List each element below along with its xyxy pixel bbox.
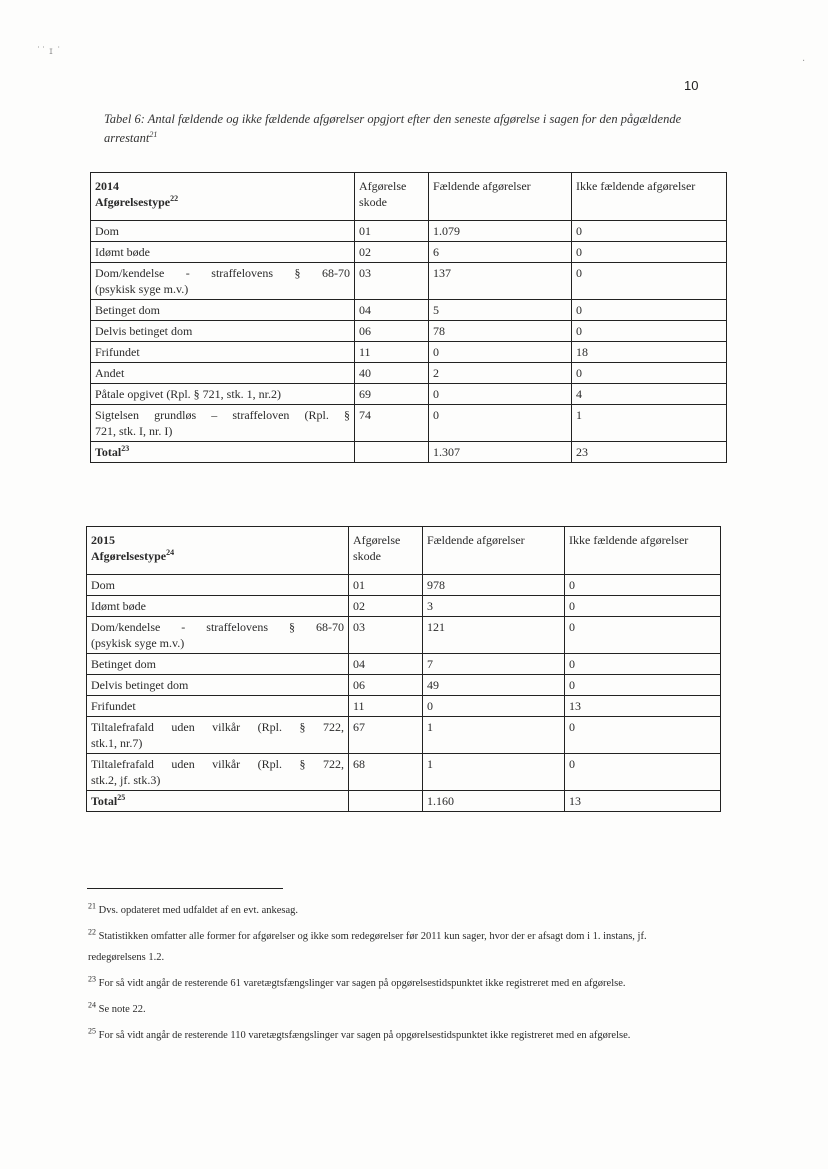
row-type: Idømt bøde [91, 242, 355, 263]
row-faeldende: 978 [423, 575, 565, 596]
table-row [91, 321, 727, 342]
caption-text: Tabel 6: Antal fældende og ikke fældende afgørelser opgjort efter den seneste afgørelse i sagen for den pågældende arrestant [104, 112, 682, 145]
code-header-line1: Afgørelse [359, 179, 407, 193]
header-ikke-faeldende: Ikke fældende afgørelser [565, 527, 721, 575]
code-header-line2: skode [359, 195, 387, 209]
table-row [87, 754, 721, 791]
row-faeldende: 6 [429, 242, 572, 263]
row-ikke: 0 [565, 617, 721, 654]
total-footnote-ref: 23 [121, 444, 130, 453]
row-type-line1: Tiltalefrafald uden vilkår (Rpl. § 722, [91, 757, 344, 771]
footnote [88, 900, 694, 921]
header-faeldende: Fældende afgørelser [429, 173, 572, 221]
row-ikke: 0 [565, 596, 721, 617]
row-faeldende: 2 [429, 363, 572, 384]
table-row [91, 384, 727, 405]
row-code: 11 [349, 696, 423, 717]
row-code: 02 [349, 596, 423, 617]
row-ikke: 0 [565, 754, 721, 791]
code-header-line1: Afgørelse [353, 533, 401, 547]
header-faeldende: Fældende afgørelser [423, 527, 565, 575]
table-row [91, 363, 727, 384]
table-row [87, 617, 721, 654]
row-faeldende: 0 [429, 384, 572, 405]
scan-speck-top-right: · [802, 56, 806, 67]
row-code: 04 [355, 300, 429, 321]
table-2014 [90, 172, 727, 463]
code-header-line2: skode [353, 549, 381, 563]
row-faeldende: 0 [423, 696, 565, 717]
row-ikke: 1 [572, 405, 727, 442]
table-year: 2014 [95, 179, 119, 193]
table-caption [104, 110, 714, 148]
row-ikke: 0 [572, 363, 727, 384]
footnote-number: 21 [88, 901, 96, 911]
row-ikke: 0 [572, 263, 727, 300]
row-type-line1: Sigtelsen grundløs – straffeloven (Rpl. § [95, 408, 350, 422]
row-code: 06 [355, 321, 429, 342]
table-row [91, 405, 727, 442]
table-row [87, 654, 721, 675]
row-type: Idømt bøde [87, 596, 349, 617]
table-row [91, 242, 727, 263]
table-row [91, 221, 727, 242]
table-total-row [91, 442, 727, 463]
table-total-row [87, 791, 721, 812]
row-ikke: 0 [565, 654, 721, 675]
row-faeldende: 1 [423, 754, 565, 791]
header-type-cell [91, 173, 355, 221]
table-row [91, 300, 727, 321]
footnote-text: For så vidt angår de resterende 110 varetægtsfængslinger var sagen på opgørelsestidspunktet ikke registreret med en afgørelse. [98, 1030, 631, 1041]
row-type: Delvis betinget dom [91, 321, 355, 342]
table-row [87, 717, 721, 754]
row-type-line2: (psykisk syge m.v.) [95, 282, 189, 296]
row-faeldende: 137 [429, 263, 572, 300]
scan-speck-top-left: ˙˙ ɪ ˙ [36, 46, 62, 57]
total-ikke: 23 [572, 442, 727, 463]
row-code: 03 [349, 617, 423, 654]
table-year: 2015 [91, 533, 115, 547]
footnote-number: 24 [88, 1000, 96, 1010]
row-ikke: 0 [565, 575, 721, 596]
footnote-text: Dvs. opdateret med udfaldet af en evt. ankesag. [98, 905, 299, 916]
footnote-number: 25 [88, 1026, 96, 1036]
row-type: Frifundet [91, 342, 355, 363]
row-code: 67 [349, 717, 423, 754]
header-type-cell [87, 527, 349, 575]
row-type [87, 717, 349, 754]
row-ikke: 0 [572, 221, 727, 242]
row-code: 04 [349, 654, 423, 675]
row-type: Dom [87, 575, 349, 596]
row-code: 11 [355, 342, 429, 363]
table-row [87, 596, 721, 617]
row-type [87, 754, 349, 791]
row-code: 03 [355, 263, 429, 300]
row-type-line1: Dom/kendelse - straffelovens § 68-70 [95, 266, 350, 280]
footnote-text: Statistikken omfatter alle former for afgørelser og ikke som redegørelser før 2011 kun sager, hvor der er afsagt dom i 1. instans, jf. redegørelsens 1.2. [88, 931, 647, 963]
row-ikke: 18 [572, 342, 727, 363]
table-header-row [87, 527, 721, 575]
row-ikke: 0 [565, 675, 721, 696]
row-code: 40 [355, 363, 429, 384]
row-faeldende: 49 [423, 675, 565, 696]
row-ikke: 0 [572, 242, 727, 263]
row-faeldende: 3 [423, 596, 565, 617]
footnote-number: 23 [88, 974, 96, 984]
row-type [91, 405, 355, 442]
row-faeldende: 7 [423, 654, 565, 675]
total-faeldende: 1.307 [429, 442, 572, 463]
table-row [87, 575, 721, 596]
row-ikke: 0 [565, 717, 721, 754]
row-ikke: 13 [565, 696, 721, 717]
table-row [91, 342, 727, 363]
row-type: Dom [91, 221, 355, 242]
total-label: Total$^{25}$ [87, 791, 349, 812]
row-ikke: 4 [572, 384, 727, 405]
row-type-line2: 721, stk. I, nr. I) [95, 424, 173, 438]
row-type: Betinget dom [87, 654, 349, 675]
total-label: Total$^{23}$ [91, 442, 355, 463]
caption-footnote-ref: 21 [149, 129, 158, 139]
row-code: 01 [355, 221, 429, 242]
row-type: Frifundet [87, 696, 349, 717]
row-type: Delvis betinget dom [87, 675, 349, 696]
row-code: 69 [355, 384, 429, 405]
row-ikke: 0 [572, 321, 727, 342]
row-faeldende: 0 [429, 342, 572, 363]
table-row [87, 696, 721, 717]
type-column-label: Afgørelsestype$^{24}$ [91, 548, 175, 563]
type-column-label: Afgørelsestype$^{22}$ [95, 194, 179, 209]
header-code-cell [355, 173, 429, 221]
row-type [87, 617, 349, 654]
footnote-separator [87, 888, 283, 889]
total-footnote-ref: 25 [117, 793, 126, 802]
row-faeldende: 121 [423, 617, 565, 654]
row-type: Andet [91, 363, 355, 384]
table-header-row [91, 173, 727, 221]
total-code-empty [355, 442, 429, 463]
footnote-text: Se note 22. [98, 1004, 146, 1015]
footnote [88, 926, 694, 968]
row-code: 74 [355, 405, 429, 442]
row-type-line1: Dom/kendelse - straffelovens § 68-70 [91, 620, 344, 634]
row-code: 02 [355, 242, 429, 263]
row-code: 06 [349, 675, 423, 696]
row-code: 68 [349, 754, 423, 791]
table-row [87, 675, 721, 696]
row-faeldende: 1 [423, 717, 565, 754]
footnote-number: 22 [88, 927, 96, 937]
footnote [88, 999, 694, 1020]
row-type-line2: (psykisk syge m.v.) [91, 636, 185, 650]
type-footnote-ref: 22 [170, 194, 179, 203]
row-ikke: 0 [572, 300, 727, 321]
header-ikke-faeldende: Ikke fældende afgørelser [572, 173, 727, 221]
table-2015 [86, 526, 721, 812]
row-type: Betinget dom [91, 300, 355, 321]
row-faeldende: 5 [429, 300, 572, 321]
total-code-empty [349, 791, 423, 812]
row-faeldende: 1.079 [429, 221, 572, 242]
row-faeldende: 78 [429, 321, 572, 342]
total-faeldende: 1.160 [423, 791, 565, 812]
row-type-line2: stk.2, jf. stk.3) [91, 773, 161, 787]
footnote [88, 1025, 694, 1046]
footnote-text: For så vidt angår de resterende 61 varetægtsfængslinger var sagen på opgørelsestidspunktet ikke registreret med en afgørelse. [98, 978, 626, 989]
row-type [91, 263, 355, 300]
row-faeldende: 0 [429, 405, 572, 442]
row-code: 01 [349, 575, 423, 596]
header-code-cell [349, 527, 423, 575]
footnote [88, 973, 694, 994]
row-type-line2: stk.1, nr.7) [91, 736, 143, 750]
table-row [91, 263, 727, 300]
total-ikke: 13 [565, 791, 721, 812]
row-type-line1: Tiltalefrafald uden vilkår (Rpl. § 722, [91, 720, 344, 734]
row-type: Påtale opgivet (Rpl. § 721, stk. 1, nr.2) [91, 384, 355, 405]
footnotes [88, 900, 694, 1051]
type-footnote-ref: 24 [166, 548, 175, 557]
page-number: 10 [684, 78, 699, 93]
